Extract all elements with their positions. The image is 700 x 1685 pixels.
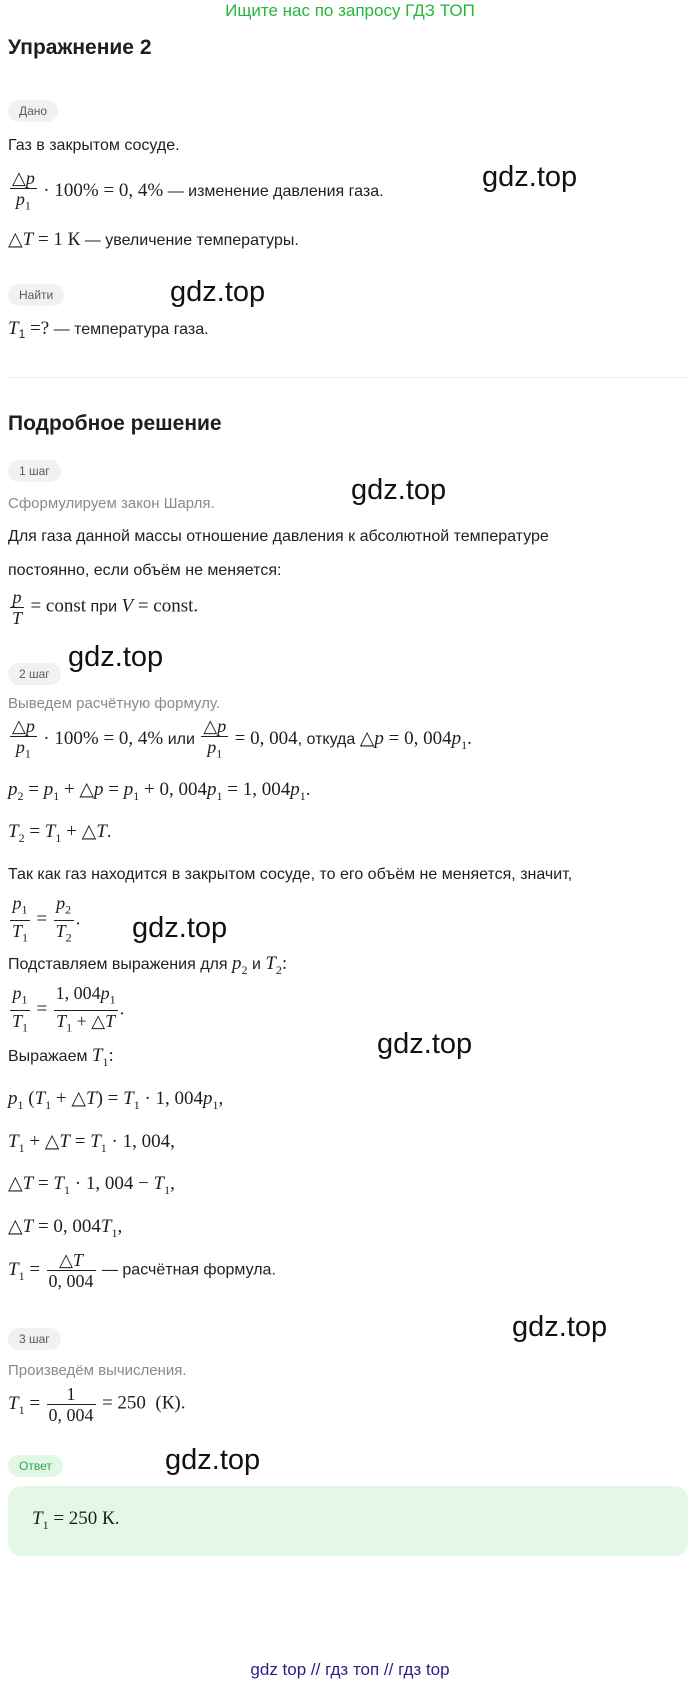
find-label: Найти bbox=[8, 284, 64, 306]
step-2-formula-1: $\frac{\triangle p}{p_1}$ · 100% = 0, 4% или $\frac{\triangle p}{p_1}$ = 0, 004, откуда △p = 0, $004p_1$. bbox=[12, 716, 472, 761]
step-3-subtitle: Произведём вычисления. bbox=[8, 1362, 187, 1379]
given-line-1: Газ в закрытом сосуде. bbox=[8, 137, 180, 154]
step-2-formula-7: $T_1$ + △T = $T_1 \cdot 1$, 004, bbox=[8, 1131, 175, 1155]
step-2-subst-line: Подставляем выражения для $p_2$ и $T_2$: bbox=[8, 953, 288, 977]
given-line-2: $\frac{\triangle p}{p_1}$ · 100% = 0, 4% — изменение давления газа. bbox=[8, 168, 384, 216]
step-2-formula-4: $\frac{p_1}{T_1}$ = $\frac{p_2}{T_2}$ . bbox=[12, 893, 81, 945]
given-line-3: △T = 1 К — увеличение температуры. bbox=[8, 229, 299, 250]
watermark: gdz.top bbox=[170, 276, 266, 308]
step-1-subtitle: Сформулируем закон Шарля. bbox=[8, 495, 215, 512]
step-2-formula-9: △T = 0, $004T_1$, bbox=[8, 1216, 123, 1240]
step-3-label: 3 шаг bbox=[8, 1328, 61, 1350]
step-2-subtitle: Выведем расчётную формулу. bbox=[8, 695, 221, 712]
watermark: gdz.top bbox=[351, 474, 447, 506]
exercise-title: Упражнение 2 bbox=[8, 36, 152, 59]
answer-box bbox=[8, 1486, 688, 1556]
answer-label: Ответ bbox=[8, 1455, 63, 1477]
step-1-label: 1 шаг bbox=[8, 460, 61, 482]
step-2-formula-10: $T_1$ = $\frac{\triangle T}{0, 004}$ — расчётная формула. bbox=[8, 1250, 276, 1291]
watermark: gdz.top bbox=[68, 641, 164, 673]
step-2-formula-3: $T_2 = T_1$ + △T. bbox=[8, 821, 112, 845]
step-2-text-closed: Так как газ находится в закрытом сосуде, то его объём не меняется, значит, bbox=[8, 866, 573, 883]
step-2-formula-8: △T = $T_1 \cdot 1$, $004 - T_1$, bbox=[8, 1173, 175, 1197]
given-label: Дано bbox=[8, 100, 58, 122]
watermark: gdz.top bbox=[512, 1311, 608, 1343]
watermark: gdz.top bbox=[132, 912, 228, 944]
step-1-text-1: Для газа данной массы отношение давления к абсолютной температуре bbox=[8, 528, 549, 545]
step-2-formula-6: $p_1$ ($T_1$ + △T) = $T_1 \cdot 1$, $004p_1$, bbox=[8, 1088, 224, 1112]
step-2-formula-2: $p_2 = p_1$ + △p = $p_1 + 0$, $004p_1 = 1$, $004p_1$. bbox=[8, 779, 311, 803]
search-banner[interactable]: Ищите нас по запросу ГДЗ ТОП bbox=[225, 1, 475, 20]
watermark: gdz.top bbox=[165, 1444, 261, 1476]
step-1-text-2: постоянно, если объём не меняется: bbox=[8, 562, 282, 579]
section-divider bbox=[8, 377, 688, 378]
solution-title: Подробное решение bbox=[8, 412, 222, 435]
step-2-formula-5: $\frac{p_1}{T_1}$ = $\frac{1, 004p_1}{T_1 + \triangle T}$ . bbox=[12, 983, 125, 1035]
answer-formula: $T_1 = 250$ К. bbox=[32, 1508, 120, 1532]
watermark: gdz.top bbox=[482, 161, 578, 193]
find-line: $T_1$ =? — температура газа. bbox=[8, 318, 209, 342]
step-3-formula: $T_1$ = $\frac{1}{0, 004}$ = 250 (К). bbox=[8, 1384, 186, 1425]
step-2-label: 2 шаг bbox=[8, 663, 61, 685]
watermark: gdz.top bbox=[377, 1028, 473, 1060]
charles-law-formula: $\frac{p}{T}$ = const при V = const. bbox=[12, 587, 199, 628]
step-2-express-line: Выражаем $T_1$: bbox=[8, 1045, 114, 1069]
footer-links[interactable]: gdz top // гдз топ // гдз top bbox=[250, 1660, 450, 1679]
fraction-dp-p1: $\frac{\triangle p}{p_1}$ bbox=[12, 168, 35, 213]
